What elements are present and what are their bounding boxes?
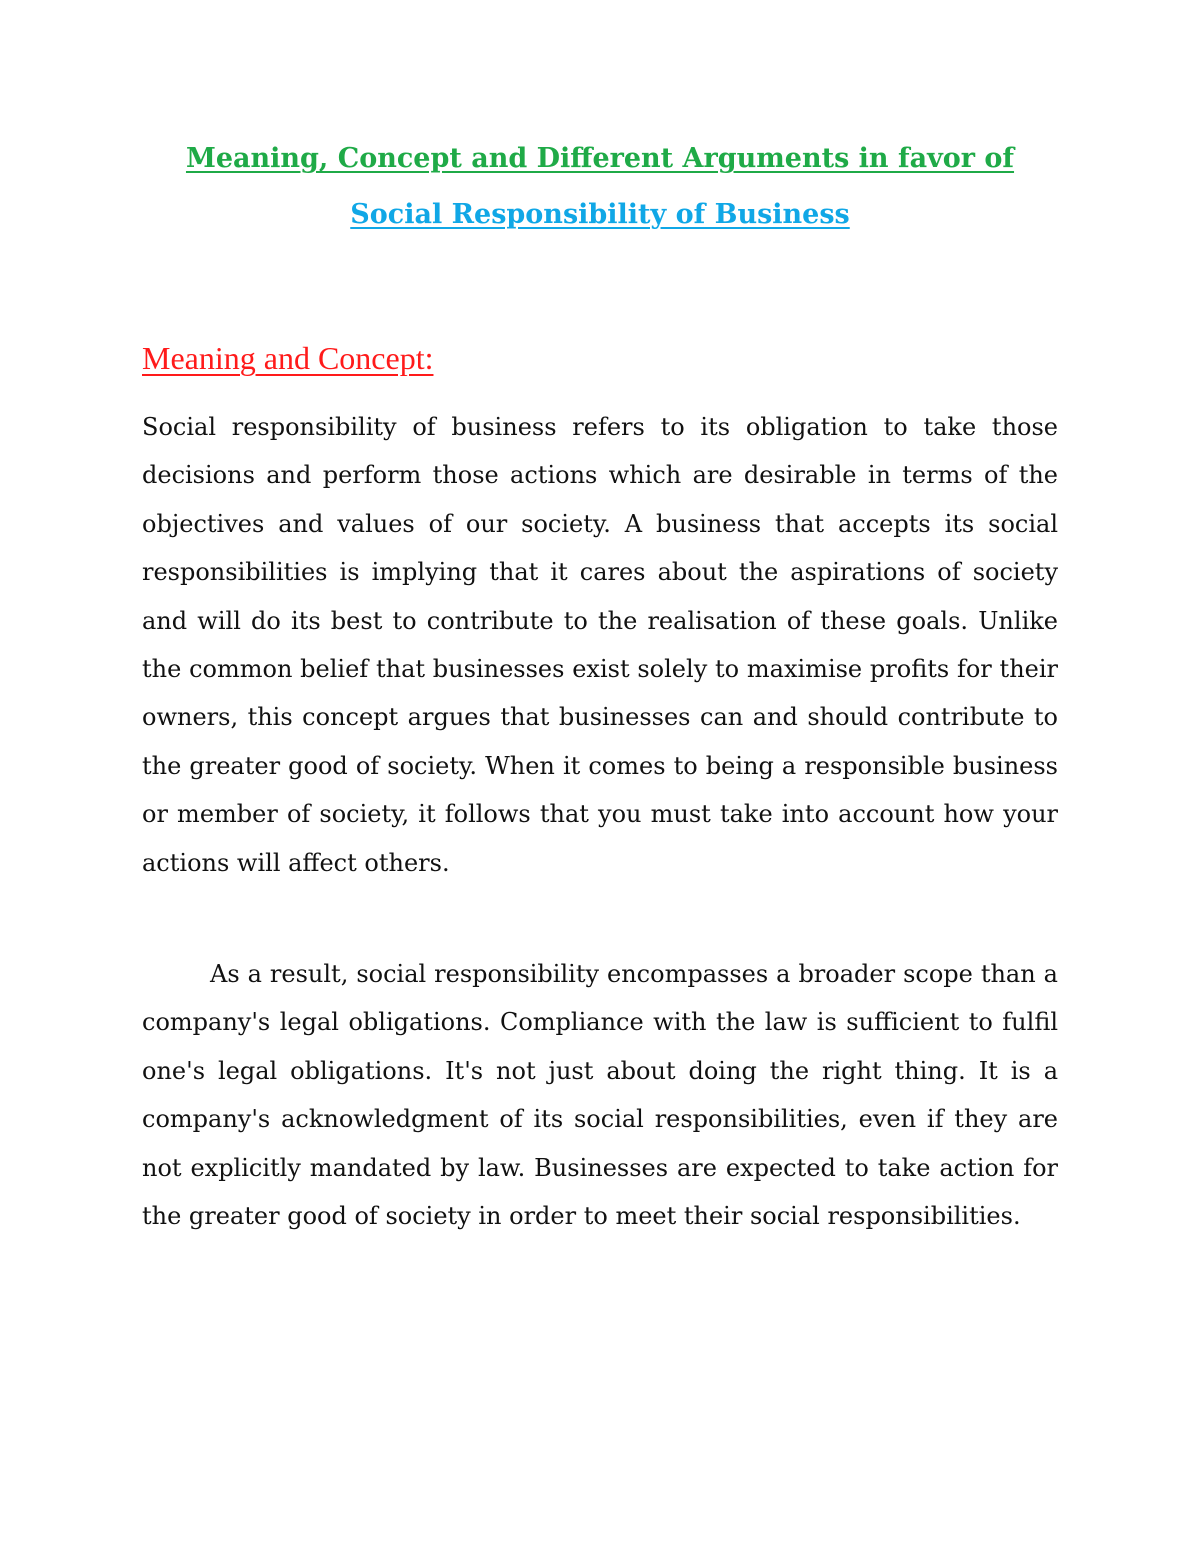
section-heading-meaning-concept: Meaning and Concept: [142, 340, 434, 376]
document-title-line-2: Social Responsibility of Business [350, 199, 850, 230]
body-paragraph-1: Social responsibility of business refers to its obligation to take those decisions and perform those actions which are desirable in terms of the objectives and values of our society. A business that accepts its social responsibilities is implying that it cares about the aspirations of society and will do its best to contribute to the realisation of these goals. Unlike the common belief that businesses exist solely to maximise profits for their owners, this concept argues that businesses can and should contribute to the greater good of society. When it comes to being a responsible business or member of society, it follows that you must take into account how your actions will affect others. [142, 413, 1058, 877]
document-title-line-1: Meaning, Concept and Different Arguments in favor of [185, 143, 1015, 174]
body-paragraph-2: As a result, social responsibility encompasses a broader scope than a company's legal obligations. Compliance with the law is sufficient to fulfil one's legal obligations. It's not just about doing the right thing. It is a company's acknowledgment of its social responsibilities, even if they are not explicitly mandated by law. Businesses are expected to take action for the greater good of society in order to meet their social responsibilities. [142, 960, 1058, 1231]
